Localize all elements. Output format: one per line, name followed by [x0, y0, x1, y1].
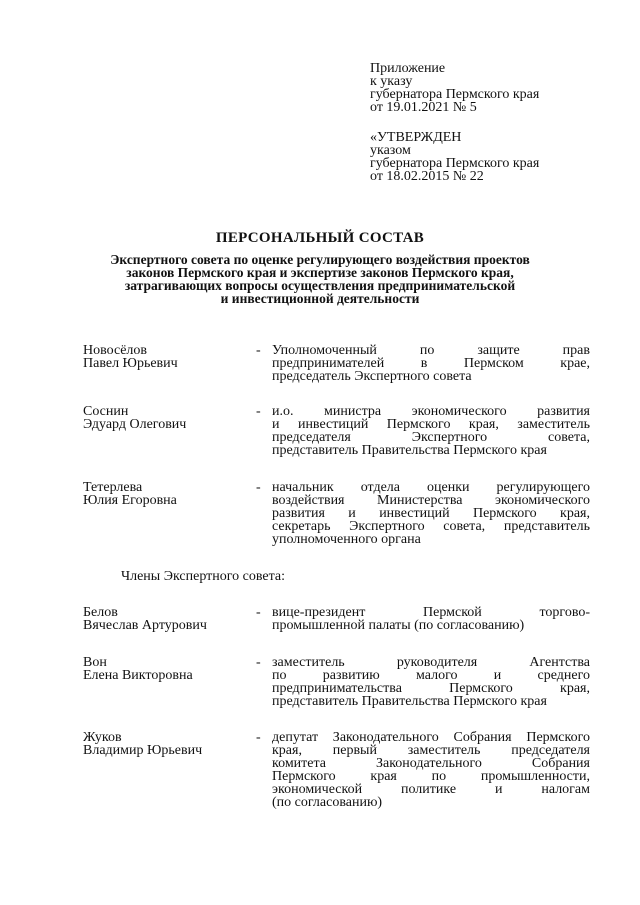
- document-title: ПЕРСОНАЛЬНЫЙ СОСТАВ: [215, 230, 425, 246]
- role-line: председателя Экспертного совета,: [272, 430, 590, 445]
- person-role: [272, 606, 590, 632]
- person-given-name: Вячеслав Артурович: [83, 618, 207, 633]
- dash-separator: -: [256, 655, 261, 670]
- person-given-name: Павел Юрьевич: [83, 356, 178, 371]
- dash-separator: -: [256, 343, 261, 358]
- role-line: начальник отдела оценки регулирующего: [272, 480, 590, 495]
- role-line: комитета Законодательного Собрания: [272, 756, 590, 771]
- person-surname: Белов: [83, 605, 118, 620]
- role-line: депутат Законодательного Собрания Пермского: [272, 730, 590, 745]
- person-name: [83, 481, 253, 507]
- role-line: предпринимателей в Пермском крае,: [272, 356, 590, 371]
- role-line: председатель Экспертного совета: [272, 369, 472, 384]
- dash-separator: -: [256, 605, 261, 620]
- person-surname: Новосёлов: [83, 343, 147, 358]
- dash-separator: -: [256, 730, 261, 745]
- person-role: [272, 731, 590, 809]
- role-line: секретарь Экспертного совета, представитель: [272, 519, 590, 534]
- subtitle-line: и инвестиционной деятельности: [220, 291, 420, 306]
- appendix-line: Приложение: [370, 61, 446, 76]
- subtitle-line: затрагивающих вопросы осуществления предпринимательской: [124, 278, 516, 293]
- approved-block: [370, 131, 539, 183]
- dash-separator: -: [256, 404, 261, 419]
- role-line: края, первый заместитель председателя: [272, 743, 590, 758]
- person-name: [83, 606, 253, 632]
- person-given-name: Эдуард Олегович: [83, 417, 187, 432]
- role-line: предпринимательства Пермского края,: [272, 681, 590, 696]
- approved-line: «УТВЕРЖДЕН: [370, 130, 462, 145]
- role-line: экономической политике и налогам: [272, 782, 590, 797]
- person-name: [83, 656, 253, 682]
- person-name: [83, 405, 253, 431]
- person-role: [272, 405, 590, 457]
- role-line: Уполномоченный по защите прав: [272, 343, 590, 358]
- approved-line: губернатора Пермского края: [370, 156, 540, 171]
- subtitle-line: законов Пермского края и экспертизе законов Пермского края,: [126, 265, 514, 280]
- role-line: промышленной палаты (по согласованию): [272, 618, 525, 633]
- person-name: [83, 344, 253, 370]
- role-line: Пермского края по промышленности,: [272, 769, 590, 784]
- person-name: [83, 731, 253, 757]
- person-surname: Тетерлева: [83, 480, 143, 495]
- approved-line: указом: [370, 143, 411, 158]
- person-role: [272, 656, 590, 708]
- person-given-name: Елена Викторовна: [83, 668, 193, 683]
- dash-separator: -: [256, 480, 261, 495]
- appendix-line: к указу: [370, 74, 413, 89]
- appendix-block: [370, 62, 539, 114]
- person-surname: Соснин: [83, 404, 129, 419]
- approved-line: от 18.02.2015 № 22: [370, 169, 484, 184]
- role-line: представитель Правительства Пермского края: [272, 694, 547, 709]
- person-surname: Жуков: [83, 730, 122, 745]
- person-surname: Вон: [83, 655, 107, 670]
- role-line: и.о. министра экономического развития: [272, 404, 590, 419]
- document-subtitle: [80, 253, 560, 305]
- role-line: воздействия Министерства экономического: [272, 493, 590, 508]
- appendix-line: губернатора Пермского края: [370, 87, 540, 102]
- person-given-name: Юлия Егоровна: [83, 493, 177, 508]
- person-role: [272, 344, 590, 383]
- person-given-name: Владимир Юрьевич: [83, 743, 203, 758]
- appendix-line: от 19.01.2021 № 5: [370, 100, 477, 115]
- role-line: заместитель руководителя Агентства: [272, 655, 590, 670]
- role-line: развития и инвестиций Пермского края,: [272, 506, 590, 521]
- role-line: (по согласованию): [272, 795, 383, 810]
- role-line: уполномоченного органа: [272, 532, 421, 547]
- subtitle-line: Экспертного совета по оценке регулирующего воздействия проектов: [110, 252, 530, 267]
- role-line: представитель Правительства Пермского края: [272, 443, 547, 458]
- person-role: [272, 481, 590, 546]
- role-line: и инвестиций Пермского края, заместитель: [272, 417, 590, 432]
- members-heading: Члены Экспертного совета:: [121, 569, 285, 584]
- role-line: по развитию малого и среднего: [272, 668, 590, 683]
- role-line: вице-президент Пермской торгово-: [272, 605, 590, 620]
